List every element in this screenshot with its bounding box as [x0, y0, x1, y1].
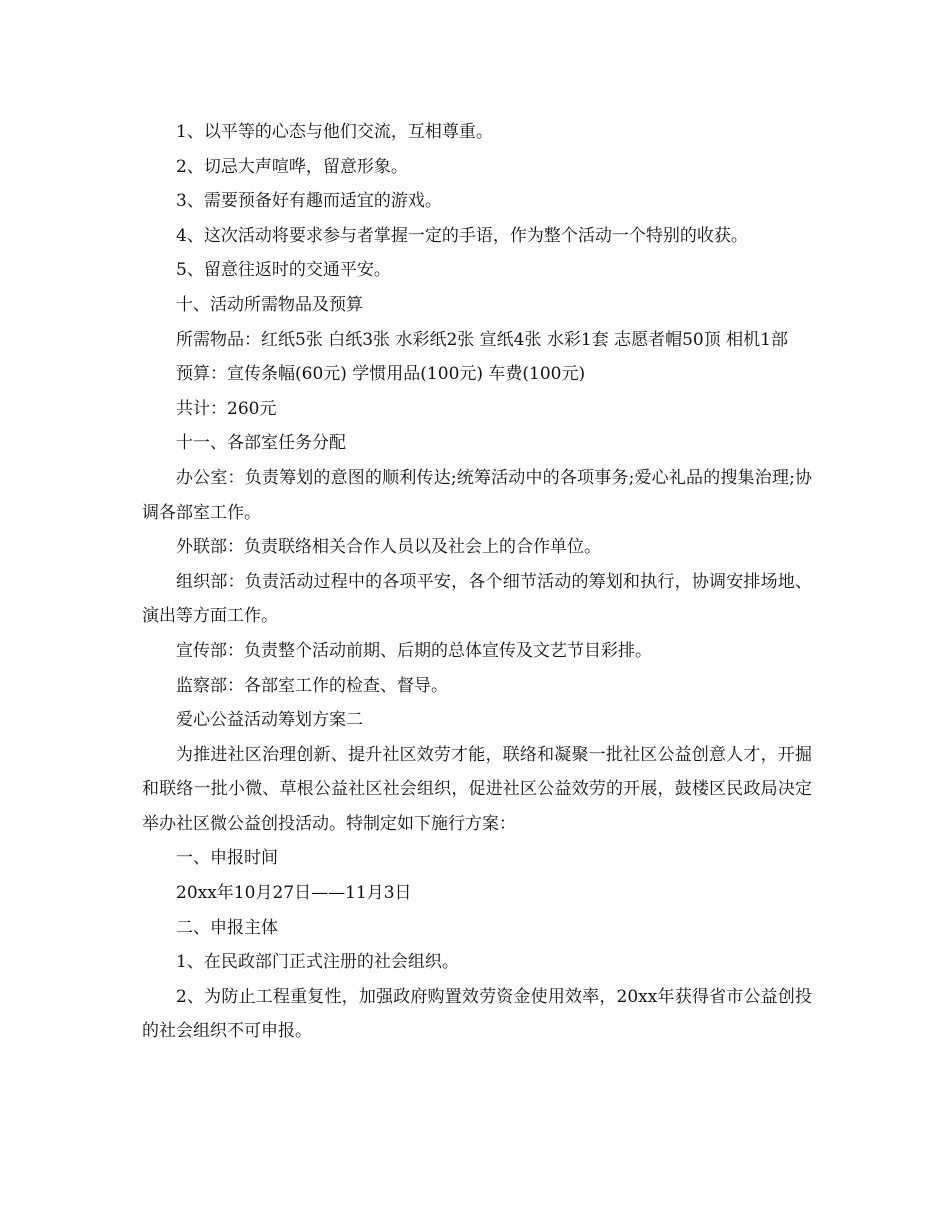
- section-heading: 一、申报时间: [176, 848, 278, 869]
- department-duty-paragraph: 宣传部：负责整个活动前期、后期的总体宣传及文艺节目彩排。: [176, 640, 652, 661]
- intro-paragraph: 为推进社区治理创新、提升社区效劳才能，联络和凝聚一批社区公益创意人才，开掘和联络一批小微、草根公益社区社会组织，促进社区公益效劳的开展，鼓楼区民政局决定举办社区微公益创投活动。特制定如下施行方案：: [142, 744, 812, 834]
- total-paragraph: 共计：260元: [176, 398, 277, 419]
- section-heading: 十、活动所需物品及预算: [176, 294, 363, 315]
- department-duty-paragraph: 办公室：负责筹划的意图的顺利传达;统筹活动中的各项事务;爱心礼品的搜集治理;协调各部室工作。: [142, 467, 812, 523]
- budget-paragraph: 预算：宣传条幅(60元) 学惯用品(100元) 车费(100元): [176, 364, 586, 385]
- section-heading: 二、申报主体: [176, 917, 278, 938]
- date-range-paragraph: 20xx年10月27日——11月3日: [176, 883, 412, 904]
- list-item: 3、需要预备好有趣而适宜的游戏。: [176, 191, 442, 212]
- section-heading: 十一、各部室任务分配: [176, 433, 346, 454]
- list-item: 1、在民政部门正式注册的社会组织。: [176, 952, 459, 973]
- document-body: [142, 115, 812, 1049]
- department-duty-paragraph: 监察部：各部室工作的检查、督导。: [176, 675, 448, 696]
- plan-title: 爱心公益活动筹划方案二: [176, 710, 363, 731]
- list-item: 5、留意往返时的交通平安。: [176, 260, 391, 281]
- list-item: 4、这次活动将要求参与者掌握一定的手语，作为整个活动一个特别的收获。: [176, 225, 748, 246]
- list-item: 2、为防止工程重复性，加强政府购置效劳资金使用效率，20xx年获得省市公益创投的社会组织不可申报。: [142, 986, 812, 1042]
- department-duty-paragraph: 外联部：负责联络相关合作人员以及社会上的合作单位。: [176, 537, 601, 558]
- department-duty-paragraph: 组织部：负责活动过程中的各项平安，各个细节活动的筹划和执行，协调安排场地、演出等方面工作。: [142, 571, 812, 627]
- list-item: 2、切忌大声喧哗，留意形象。: [176, 156, 408, 177]
- items-needed-paragraph: 所需物品：红纸5张 白纸3张 水彩纸2张 宣纸4张 水彩1套 志愿者帽50顶 相机1部: [176, 329, 788, 350]
- list-item: 1、以平等的心态与他们交流，互相尊重。: [176, 122, 493, 142]
